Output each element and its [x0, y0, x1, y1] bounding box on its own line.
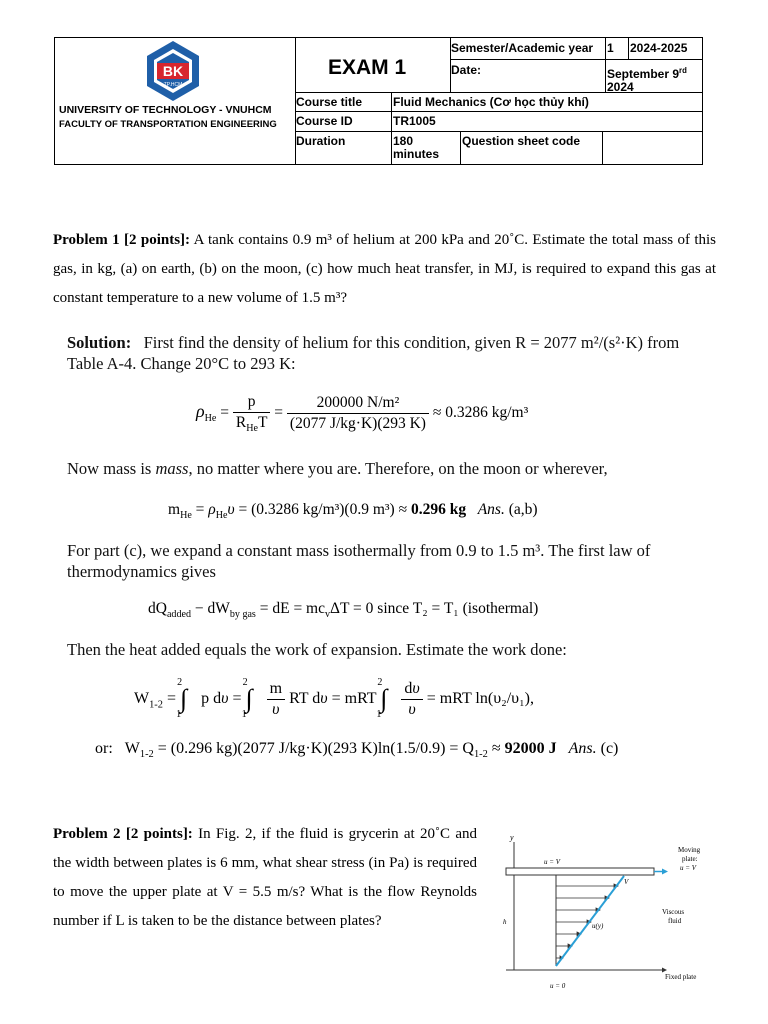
work-result-equation: or: $W_{1-2} = (0.296$ kg)(2077 J/kg·K)(293 $K)\ln(1.5/0.9) = Q_{1-2} \approx 92000$ J Ans. (c): [95, 740, 619, 761]
university-logo: [143, 41, 203, 101]
exam-title: EXAM 1: [328, 56, 407, 79]
duration-label: Duration: [296, 134, 346, 148]
solution-label: Solution:: [67, 333, 132, 352]
couette-flow-figure: [500, 828, 716, 994]
moving-plate-label-1: Moving: [678, 846, 701, 854]
course-title-value: Fluid Mechanics (Cơ học thủy khí): [393, 95, 589, 109]
gap-height-label: h: [503, 918, 507, 926]
date-label: Date:: [451, 63, 482, 77]
velocity-V-label: V: [624, 878, 629, 886]
problem-2-heading: Problem 2 [2 points]:: [53, 826, 193, 842]
faculty-name: FACULTY OF TRANSPORTATION ENGINEERING: [59, 119, 277, 130]
bottom-velocity-label: u = 0: [550, 982, 566, 990]
moving-plate-label-3: u = V: [680, 864, 696, 872]
first-law-equation: $dQ_{added} - dW_{by gas}$ = dE = $mc_v\Delta T = 0$ since T₂ = T₁ (isothermal): [148, 600, 539, 621]
course-id-label: Course ID: [296, 114, 353, 128]
mass-equation: $m_{He} = \rho_{He}\upsilon = (0.3286$ kg/m³)(0.9 m³) ≈ 0.296 kg Ans. (a,b): [168, 501, 538, 522]
mass-text: Now mass is mass, no matter where you are. Therefore, on the moon or wherever,: [67, 459, 608, 478]
problem-2: [53, 820, 477, 936]
velocity-profile-line: [556, 876, 624, 966]
university-name: UNIVERSITY OF TECHNOLOGY - VNUHCM: [59, 104, 272, 116]
top-velocity-label: u = V: [544, 858, 560, 866]
exam-header-table: [54, 37, 703, 165]
problem-1: [53, 226, 716, 313]
semester-label: Semester/Academic year: [451, 41, 594, 55]
problem-1-text: A tank contains 0.9 m³ of helium at 200 kPa and 20˚C. Estimate the total mass of this gas, in kg, (a) on earth, (b) on the moon, (c) how much heat transfer, in MJ, is required to expand this gas at constant temperature to a new volume of 1.5 m³?: [53, 232, 716, 306]
solution-intro: [67, 332, 717, 374]
density-equation: $\rho_{He}$ = $\frac{p}{R_{He}T}$ = $\frac{\text{200000 N/m²}}{(2077 J/kg\cdot K)(293 K)}$ ≈ 0.3286 kg/m³: [196, 393, 529, 435]
viscous-label-2: fluid: [668, 917, 682, 925]
date-value: September 9rd 2024: [607, 66, 687, 94]
problem-1-heading: Problem 1 [2 points]:: [53, 232, 191, 248]
solution-intro-text: First find the density of helium for this condition, given R = 2077 m²/(s²·K) from Table A-4. Change 20°C to 293 K:: [67, 333, 680, 373]
logo-text: BK: [162, 63, 184, 79]
fixed-plate-label: Fixed plate: [665, 973, 697, 981]
semester-value: 1: [607, 41, 614, 55]
academic-year: 2024-2025: [630, 41, 688, 55]
profile-label: u(y): [592, 922, 604, 930]
course-title-label: Course title: [296, 95, 363, 109]
work-integral-equation: $W_{1-2} = \int^2_1$ p dυ = ∫$^2_1$ $\frac{m}{\upsilon}$ RT dυ = mRT ∫$^2_1$ $\frac{d\upsilon}{\upsilon}$ = mRT ln(υ₂/υ₁),: [134, 677, 534, 721]
moving-plate: [506, 868, 654, 875]
heat-text: Then the heat added equals the work of expansion. Estimate the work done:: [67, 640, 567, 659]
course-id-value: TR1005: [393, 114, 436, 128]
duration-value: 180 minutes: [393, 134, 440, 161]
part-c-text: For part (c), we expand a constant mass isothermally from 0.9 to 1.5 m³. The first law of thermodynamics gives: [67, 541, 651, 581]
problem-2-text: In Fig. 2, if the fluid is grycerin at 20˚C and the width between plates is 6 mm, what shear stress (in Pa) is required to move the upper plate at V = 5.5 m/s? What is the flow Reynolds number if L is taken to be the distance between plates?: [53, 826, 477, 929]
y-axis-label: y: [510, 833, 514, 842]
moving-plate-label-2: plate:: [682, 855, 698, 863]
logo-subtext: TP.HCM: [163, 82, 183, 88]
question-sheet-code-label: Question sheet code: [462, 134, 581, 148]
viscous-label-1: Viscous: [662, 908, 685, 916]
